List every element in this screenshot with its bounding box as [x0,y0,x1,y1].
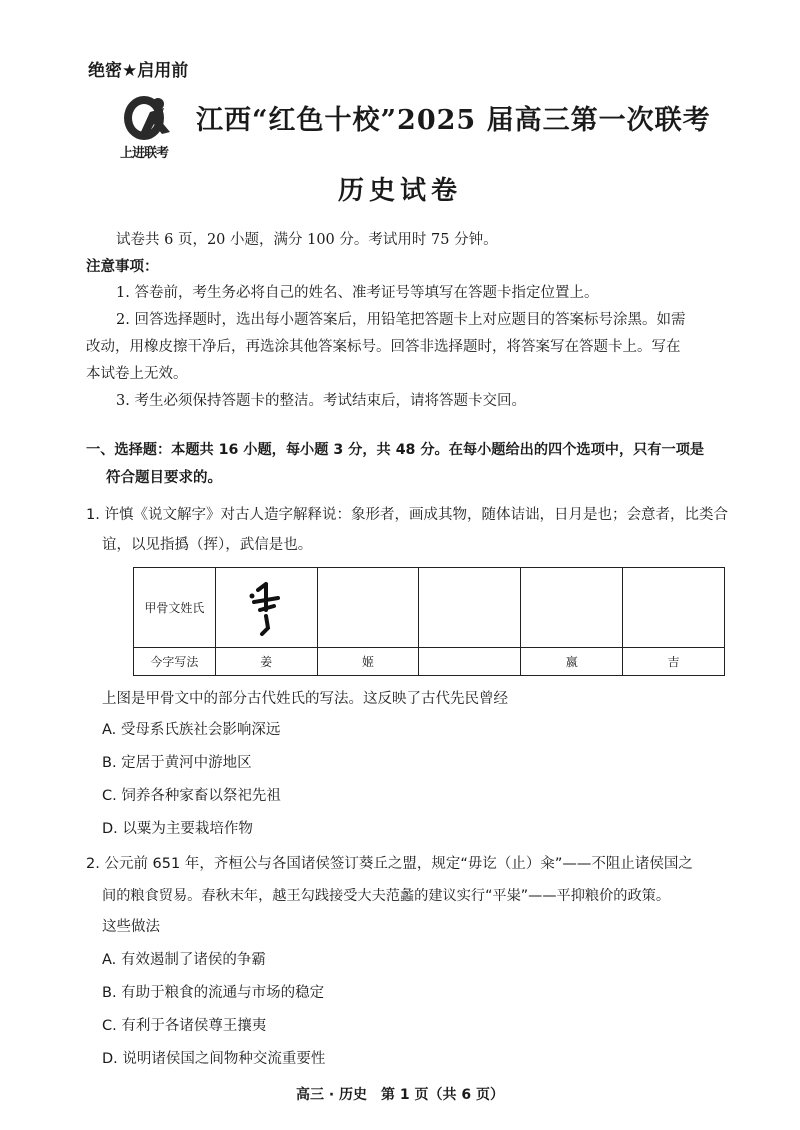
modern-char-cell: 吉 [623,648,725,676]
secret-mark: 绝密★启用前 [88,61,189,81]
exam-intro: 试卷共 6 页，20 小题，满分 100 分。考试用时 75 分钟。 [116,232,498,248]
modern-row-label: 今字写法 [134,648,216,676]
note-item-2-line-3: 本试卷上无效。 [86,366,188,382]
q1-stem-line-2: 谊，以见指撝（挥），武信是也。 [102,537,313,553]
q2-stem-line-3: 这些做法 [102,919,160,935]
q1-option-a: A. 受母系氏族社会影响深远 [102,722,281,738]
oracle-glyph-cell [521,568,623,648]
section-heading-line-1: 一、选择题：本题共 16 小题，每小题 3 分，共 48 分。在每小题给出的四个选项中，只有一项是 [86,442,705,458]
q1-question: 上图是甲骨文中的部分古代姓氏的写法。这反映了古代先民曾经 [102,691,508,707]
modern-char-cell: 姜 [215,648,317,676]
q1-option-b: B. 定居于黄河中游地区 [102,755,252,771]
note-item-3: 3. 考生必须保持答题卡的整洁。考试结束后，请将答题卡交回。 [116,393,526,409]
q1-option-d: D. 以粟为主要栽培作物 [102,821,253,837]
oracle-row-label: 甲骨文姓氏 [134,568,216,648]
notes-heading: 注意事项： [86,259,159,275]
subject-title: 历史试卷 [337,176,462,206]
q1-stem-line-1: 1. 许慎《说文解字》对古人造字解释说：象形者，画成其物，随体诘诎，日月是也；会意者，比类合 [86,507,728,523]
modern-char-cell [419,648,521,676]
oracle-glyph-cell [317,568,419,648]
q2-stem-line-2: 间的粮食贸易。春秋末年，越王勾践接受大夫范蠡的建议实行“平粜”——平抑粮价的政策。 [102,888,671,904]
modern-char-cell: 姬 [317,648,419,676]
logo-mark-icon [120,92,182,144]
note-item-1: 1. 答卷前，考生务必将自己的姓名、准考证号等填写在答题卡指定位置上。 [116,285,599,301]
q2-option-a: A. 有效遏制了诸侯的争霸 [102,952,266,968]
note-item-2-line-2: 改动，用橡皮擦干净后，再选涂其他答案标号。回答非选择题时，将答案写在答题卡上。写在 [86,339,681,355]
exam-title: 江西“红色十校”2025 届高三第一次联考 [196,105,711,136]
oracle-bone-table [133,567,725,676]
q2-option-d: D. 说明诸侯国之间物种交流重要性 [102,1051,326,1067]
section-heading-line-2: 符合题目要求的。 [106,470,222,486]
note-item-2-line-1: 2. 回答选择题时，选出每小题答案后，用铅笔把答题卡上对应题目的答案标号涂黑。如需 [116,312,686,328]
oracle-glyph-jiang-icon [236,576,296,636]
q1-option-c: C. 饲养各种家畜以祭祀先祖 [102,788,281,804]
q2-option-b: B. 有助于粮食的流通与市场的稳定 [102,985,325,1001]
oracle-glyph-cell [623,568,725,648]
page-footer: 高三 · 历史 第 1 页（共 6 页） [295,1087,505,1103]
q2-stem-line-1: 2. 公元前 651 年，齐桓公与各国诸侯签订葵丘之盟，规定“毋讫（止）籴”——不阻止诸侯国之 [86,856,693,872]
logo-text: 上进联考 [120,146,169,161]
modern-char-cell: 嬴 [521,648,623,676]
q2-option-c: C. 有利于各诸侯尊王攘夷 [102,1018,267,1034]
oracle-glyph-cell [215,568,317,648]
exam-logo [120,92,182,164]
oracle-glyph-cell [419,568,521,648]
